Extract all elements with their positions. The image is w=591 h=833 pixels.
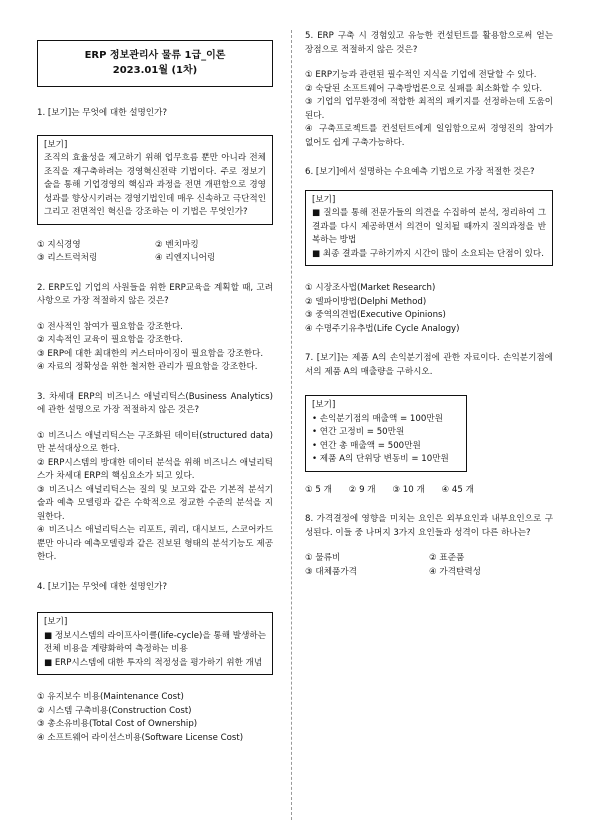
question-2-options — [37, 321, 273, 375]
option[interactable]: ③ 기업의 업무환경에 적합한 최적의 패키지를 선정하는데 도움이 된다. — [305, 97, 553, 121]
question-8-options — [305, 552, 553, 579]
option[interactable]: ② ERP시스템의 방대한 데이터 분석을 위해 비즈니스 애널리틱스가 차세대 ERP의 핵심요소가 되고 있다. — [37, 457, 273, 481]
option[interactable]: ① 물류비 — [305, 553, 341, 563]
option[interactable]: ③ 비즈니스 애널리틱스는 질의 및 보고와 같은 기본적 분석기술과 예측 모델링과 같은 수학적으로 정교한 수준의 분석을 지원한다. — [37, 484, 273, 522]
box-label: [보기] — [312, 194, 336, 205]
box-item: ■ 질의를 통해 전문가들의 의견을 수집하여 분석, 정리하여 그 결과를 다시 제공하면서 의견이 일치될 때까지 질의과정을 반복하는 방법 — [312, 208, 546, 245]
box-label: [보기] — [44, 617, 68, 627]
option[interactable]: ② 시스템 구축비용(Construction Cost) — [37, 705, 192, 716]
option[interactable]: ② 벤치마킹 — [155, 239, 199, 250]
question-6: 6. [보기]에서 설명하는 수요예측 기법으로 가장 적절한 것은? — [305, 167, 535, 177]
exam-title-box — [37, 40, 273, 87]
box-item: • 연간 총 매출액 = 500만원 — [312, 440, 421, 451]
option[interactable]: ② 델파이방법(Delphi Method) — [305, 296, 427, 307]
question-1-box — [37, 135, 273, 225]
option[interactable]: ④ 구축프로젝트를 컨설턴트에게 일임함으로써 경영진의 참여가 없어도 쉽게 구축가능하다. — [305, 124, 553, 148]
option[interactable]: ④ 비즈니스 애널리틱스는 리포트, 쿼리, 대시보드, 스코어카드뿐만 아니라 예측모델링과 같은 진보된 형태의 분석기능도 제공한다. — [37, 525, 273, 562]
box-item: ■ 정보시스템의 라이프사이클(life-cycle)을 통해 발생하는 전체 비용을 계량화하여 측정하는 비용 — [44, 630, 266, 654]
question-6-options — [305, 282, 553, 336]
column-divider — [291, 30, 292, 820]
option[interactable]: ① 시장조사법(Market Research) — [305, 283, 436, 293]
option[interactable]: ③ ERP에 대한 최대한의 커스터마이징이 필요함을 강조한다. — [37, 348, 264, 359]
question-4-options — [37, 691, 273, 745]
box-item: ■ 최종 결과를 구하기까지 시간이 많이 소요되는 단점이 있다. — [312, 248, 544, 259]
option[interactable]: ③ 총소유비용(Total Cost of Ownership) — [37, 719, 198, 729]
option[interactable]: ② 숙달된 소프트웨어 구축방법론으로 실패를 최소화할 수 있다. — [305, 83, 543, 94]
question-7: 7. [보기]는 제품 A의 손익분기점에 관한 자료이다. 손익분기점에서의 제품 A의 매출량을 구하시오. — [305, 353, 553, 377]
box-text: 조직의 효율성을 제고하기 위해 업무흐름 뿐만 아니라 전체 조직을 재구축하려는 경영혁신전략 기법이다. 주로 정보기술을 통해 기업경영의 핵심과 과정을 전면 개편함으로 경영성과를 향상시키려는 경영기법인데 매우 신속하고 극단적인 그리고 전면적인 혁신을 강조하는 이 기법은 무엇인가? — [44, 153, 266, 217]
question-3: 3. 차세대 ERP의 비즈니스 애널리틱스(Business Analytics)에 관한 설명으로 가장 적절하지 않은 것은? — [37, 391, 273, 415]
box-item: • 손익분기점의 매출액 = 100만원 — [312, 413, 443, 424]
option[interactable]: ③ 리스트럭처링 — [37, 253, 98, 263]
question-1-options — [37, 239, 273, 266]
question-8: 8. 가격결정에 영향을 미치는 요인은 외부요인과 내부요인으로 구성된다. 이들 중 나머지 3가지 요인들과 성격이 다른 하나는? — [305, 514, 553, 538]
option[interactable]: ② 지속적인 교육이 필요함을 강조한다. — [37, 335, 183, 345]
box-item: • 연간 고정비 = 50만원 — [312, 427, 405, 437]
question-5-options — [305, 69, 553, 150]
option[interactable]: ④ 자료의 정확성을 위한 철저한 관리가 필요함을 강조한다. — [37, 362, 258, 372]
option[interactable]: ① 유지보수 비용(Maintenance Cost) — [37, 692, 184, 702]
left-column — [37, 30, 273, 745]
option[interactable]: ① 5 개 — [305, 484, 332, 495]
option[interactable]: ② 표준품 — [429, 553, 465, 563]
option[interactable]: ③ 중역의견법(Executive Opinions) — [305, 310, 446, 320]
right-column — [305, 30, 553, 579]
option[interactable]: ④ 가격탄력성 — [429, 566, 481, 577]
question-1: 1. [보기]는 무엇에 대한 설명인가? — [37, 108, 168, 118]
option[interactable]: ③ 10 개 — [392, 484, 425, 495]
option[interactable]: ③ 대체품가격 — [305, 566, 357, 577]
option[interactable]: ④ 소프트웨어 라이선스비용(Software License Cost) — [37, 732, 244, 743]
question-7-options — [305, 484, 553, 498]
option[interactable]: ① 비즈니스 애널리틱스는 구조화된 데이터(structured data)만 분석대상으로 한다. — [37, 430, 273, 454]
question-3-options — [37, 430, 273, 565]
option[interactable]: ④ 리엔지니어링 — [155, 253, 216, 263]
question-4: 4. [보기]는 무엇에 대한 설명인가? — [37, 581, 168, 592]
option[interactable]: ① 지식경영 — [37, 239, 81, 250]
option[interactable]: ② 9 개 — [348, 484, 376, 495]
box-label: [보기] — [44, 139, 68, 150]
box-label: [보기] — [312, 400, 336, 410]
exam-date: 2023.01월 (1차) — [112, 65, 198, 76]
option[interactable]: ① 전사적인 참여가 필요함을 강조한다. — [37, 321, 183, 332]
question-7-box — [305, 395, 467, 472]
exam-title: ERP 정보관리사 물류 1급_이론 — [84, 50, 226, 61]
box-item: • 제품 A의 단위당 변동비 = 10만원 — [312, 454, 449, 464]
box-item: ■ ERP시스템에 대한 투자의 적정성을 평가하기 위한 개념 — [44, 657, 263, 668]
question-4-box — [37, 612, 273, 675]
option[interactable]: ① ERP기능과 관련된 필수적인 지식을 기업에 전달할 수 있다. — [305, 70, 537, 80]
question-5: 5. ERP 구축 시 경험있고 유능한 컨설턴트를 활용함으로써 얻는 장점으로 적절하지 않은 것은? — [305, 31, 553, 55]
option[interactable]: ④ 45 개 — [441, 484, 474, 495]
option[interactable]: ④ 수명주기유추법(Life Cycle Analogy) — [305, 323, 460, 334]
question-2: 2. ERP도입 기업의 사원들을 위한 ERP교육을 계획할 때, 고려사항으로 가장 적절하지 않은 것은? — [37, 282, 273, 306]
question-6-box — [305, 190, 553, 267]
